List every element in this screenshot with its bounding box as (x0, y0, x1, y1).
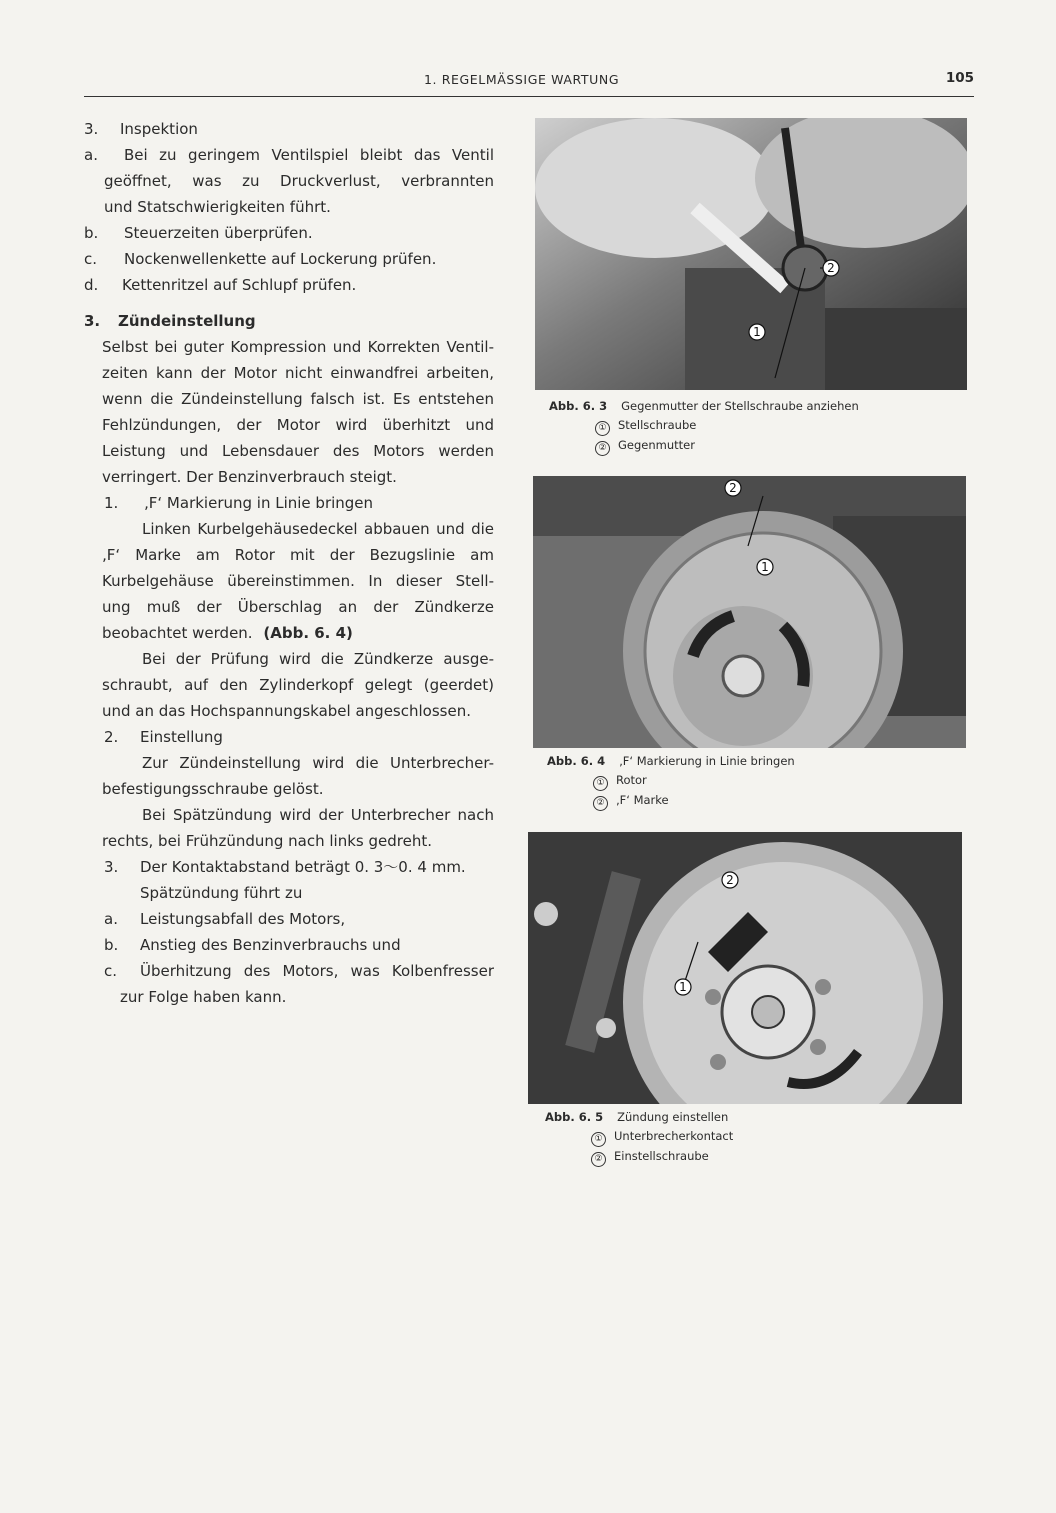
svg-text:1: 1 (679, 980, 687, 994)
text-line: Kurbelgehäuse übereinstimmen. In dieser Stell- (102, 572, 494, 590)
text-line: Spätzündung führt zu (140, 884, 303, 902)
text-line: und an das Hochspannungskabel angeschlossen. (102, 702, 471, 720)
text-line: ‚F‘ Marke am Rotor mit der Bezugslinie am (102, 546, 494, 564)
list-item: c. Überhitzung des Motors, was Kolbenfresser (104, 962, 494, 980)
text-line: ung muß der Überschlag an der Zündkerze (102, 598, 494, 616)
list-item: a. Leistungsabfall des Motors, (104, 910, 346, 928)
text-line: Bei Spätzündung wird der Unterbrecher nach (142, 806, 494, 824)
text-line: Zur Zündeinstellung wird die Unterbrecher- (142, 754, 494, 772)
text-line: Leistung und Lebensdauer des Motors werden (102, 442, 494, 460)
text-line: beobachtet werden. (Abb. 6. 4) (102, 624, 353, 642)
step-heading: 2. Einstellung (104, 728, 223, 746)
text-line: befestigungsschraube gelöst. (102, 780, 324, 798)
page-number: 105 (945, 70, 974, 86)
list-item: d. Kettenritzel auf Schlupf prüfen. (84, 276, 357, 294)
step-heading: 3. Der Kontaktabstand beträgt 0. 3～0. 4 mm. (104, 858, 466, 876)
svg-text:2: 2 (827, 261, 835, 275)
list-item: b. Anstieg des Benzinverbrauchs und (104, 936, 401, 954)
section-heading: 3. Inspektion (84, 120, 198, 138)
figure-6-3-caption: Abb. 6. 3 Gegenmutter der Stellschraube anziehen ① Stellschraube ② Gegenmutter (549, 397, 859, 456)
chapter-title: 1. REGELMÄSSIGE WARTUNG (424, 72, 620, 87)
text-line: Bei der Prüfung wird die Zündkerze ausge- (142, 650, 494, 668)
text-line: Linken Kurbelgehäusedeckel abbauen und die (142, 520, 494, 538)
list-item: b. Steuerzeiten überprüfen. (84, 224, 313, 242)
text-line: zur Folge haben kann. (120, 988, 287, 1006)
figure-reference: (Abb. 6. 4) (263, 624, 353, 642)
figure-6-4-caption: Abb. 6. 4 ‚F‘ Markierung in Linie bringen ① Rotor ② ‚F‘ Marke (547, 752, 795, 811)
text-line: verringert. Der Benzinverbrauch steigt. (102, 468, 397, 486)
text-line: schraubt, auf den Zylinderkopf gelegt (geerdet) (102, 676, 494, 694)
text-line: wenn die Zündeinstellung falsch ist. Es entstehen (102, 390, 494, 408)
svg-text:1: 1 (761, 560, 769, 574)
svg-text:2: 2 (729, 481, 737, 495)
text-line: geöffnet, was zu Druckverlust, verbrannten (104, 172, 494, 190)
text-line: rechts, bei Frühzündung nach links gedreht. (102, 832, 432, 850)
text-line: und Statschwierigkeiten führt. (104, 198, 331, 216)
svg-text:1: 1 (753, 325, 761, 339)
figure-6-3-photo (535, 118, 967, 390)
svg-text:2: 2 (726, 873, 734, 887)
section-heading: 3. Zündeinstellung (84, 312, 256, 330)
figure-6-5-photo (528, 832, 962, 1104)
figure-6-5-caption: Abb. 6. 5 Zündung einstellen ① Unterbrecherkontact ② Einstellschraube (545, 1108, 733, 1167)
figure-6-4-photo (533, 476, 966, 748)
text-line: Selbst bei guter Kompression und Korrekten Ventil- (102, 338, 494, 356)
list-item: a. Bei zu geringem Ventilspiel bleibt das Ventil (84, 146, 494, 164)
page-header (84, 68, 974, 97)
text-line: Fehlzündungen, der Motor wird überhitzt und (102, 416, 494, 434)
text-column (84, 116, 494, 1010)
step-heading: 1. ‚F‘ Markierung in Linie bringen (104, 494, 374, 512)
list-item: c. Nockenwellenkette auf Lockerung prüfen. (84, 250, 437, 268)
text-line: zeiten kann der Motor nicht einwandfrei arbeiten, (102, 364, 494, 382)
